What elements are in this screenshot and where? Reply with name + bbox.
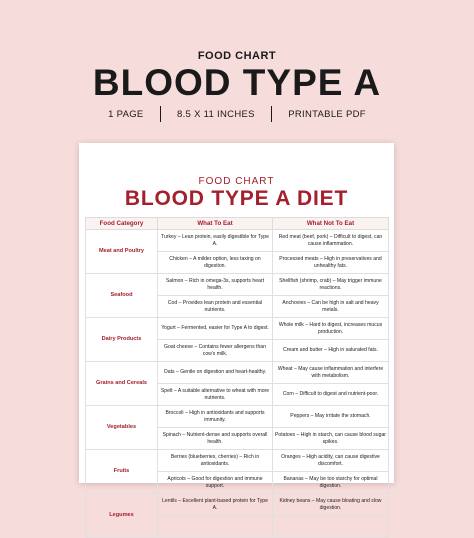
avoid-cell: Shellfish (shrimp, crab) – May trigger immune reactions.	[273, 274, 389, 296]
meta-size: 8.5 X 11 INCHES	[177, 108, 255, 120]
avoid-cell: Oranges – High acidity, can cause digestive discomfort.	[273, 450, 389, 472]
meta-divider	[160, 106, 162, 122]
category-cell: Meat and Poultry	[86, 230, 158, 274]
eat-cell: Spinach – Nutrient-dense and supports overall health.	[158, 428, 273, 450]
document-title: BLOOD TYPE A DIET	[124, 187, 349, 210]
table-row	[86, 494, 389, 516]
table-header-row	[86, 218, 389, 230]
header-category: Food Category	[86, 218, 158, 230]
table-row	[86, 450, 389, 472]
document-subtitle: FOOD CHART	[198, 176, 275, 187]
category-cell: Grains and Cereals	[86, 362, 158, 406]
banner-title: BLOOD TYPE A	[92, 62, 382, 103]
eat-cell: Apricots – Good for digestion and immune support.	[158, 472, 273, 494]
avoid-cell: Anchovies – Can be high in salt and heavy metals.	[273, 296, 389, 318]
category-cell: Seafood	[86, 274, 158, 318]
avoid-cell	[273, 516, 389, 538]
eat-cell: Cod – Provides lean protein and essential nutrients.	[158, 296, 273, 318]
header-avoid: What Not To Eat	[273, 218, 389, 230]
header-eat: What To Eat	[158, 218, 273, 230]
eat-cell: Chicken – A milder option, less taxing on digestion.	[158, 252, 273, 274]
meta-divider	[271, 106, 273, 122]
table-row	[86, 230, 389, 252]
avoid-cell: Peppers – May irritate the stomach.	[273, 406, 389, 428]
table-row	[86, 362, 389, 384]
eat-cell: Spelt – A suitable alternative to wheat with more nutrients.	[158, 384, 273, 406]
avoid-cell: Bananas – May be too starchy for optimal digestion.	[273, 472, 389, 494]
table-row	[86, 274, 389, 296]
avoid-cell: Whole milk – Hard to digest, increases mucus production.	[273, 318, 389, 340]
food-table	[85, 217, 389, 538]
category-cell: Vegetables	[86, 406, 158, 450]
avoid-cell: Cream and butter – High in saturated fats.	[273, 340, 389, 362]
avoid-cell: Wheat – May cause inflammation and interfere with metabolism.	[273, 362, 389, 384]
eat-cell: Yogurt – Fermented, easier for Type A to digest.	[158, 318, 273, 340]
avoid-cell: Processed meats – High in preservatives and unhealthy fats.	[273, 252, 389, 274]
avoid-cell: Potatoes – High in starch, can cause blood sugar spikes.	[273, 428, 389, 450]
banner-subtitle: FOOD CHART	[197, 50, 277, 62]
meta-format: PRINTABLE PDF	[288, 108, 366, 120]
eat-cell: Broccoli – High in antioxidants and supports immunity.	[158, 406, 273, 428]
eat-cell	[158, 516, 273, 538]
eat-cell: Salmon – Rich in omega-3s, supports heart health.	[158, 274, 273, 296]
table-row	[86, 318, 389, 340]
eat-cell: Oats – Gentle on digestion and heart-healthy.	[158, 362, 273, 384]
category-cell: Dairy Products	[86, 318, 158, 362]
category-cell: Fruits	[86, 450, 158, 494]
meta-pages: 1 PAGE	[108, 108, 144, 120]
avoid-cell: Kidney beans – May cause bloating and slow digestion.	[273, 494, 389, 516]
eat-cell: Turkey – Lean protein, easily digestible for Type A.	[158, 230, 273, 252]
avoid-cell: Corn – Difficult to digest and nutrient-poor.	[273, 384, 389, 406]
avoid-cell: Red meat (beef, pork) – Difficult to digest, can cause inflammation.	[273, 230, 389, 252]
category-cell: Legumes	[86, 494, 158, 538]
eat-cell: Goat cheese – Contains fewer allergens than cow's milk.	[158, 340, 273, 362]
eat-cell: Berries (blueberries, cherries) – Rich in antioxidants.	[158, 450, 273, 472]
table-row	[86, 406, 389, 428]
document-preview	[79, 143, 394, 519]
banner-meta	[0, 106, 474, 122]
eat-cell: Lentils – Excellent plant-based protein for Type A.	[158, 494, 273, 516]
